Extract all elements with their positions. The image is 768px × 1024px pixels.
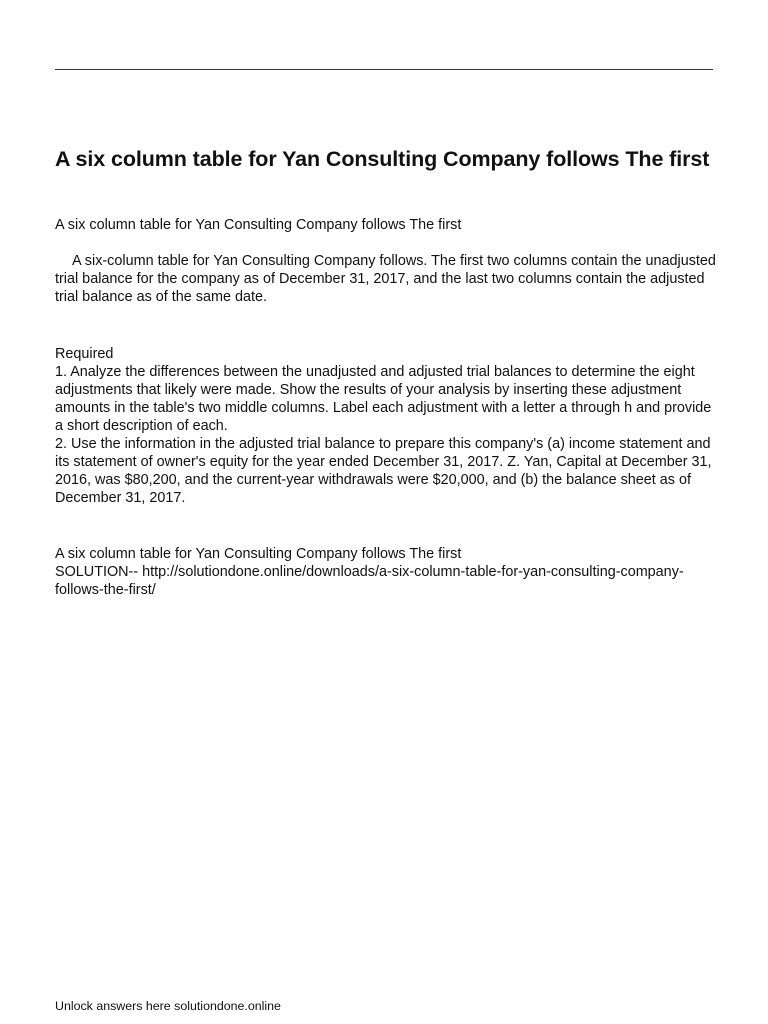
page-subtitle: A six column table for Yan Consulting Company follows The first [55,217,462,233]
solution-title: A six column table for Yan Consulting Company follows The first [55,546,462,562]
footer-text: Unlock answers here solutiondone.online [55,999,281,1013]
required-item-1: 1. Analyze the differences between the unadjusted and adjusted trial balances to determine the eight adjustments that likely were made. Show the results of your analysis by inserting these adjustment amounts in the table's two middle columns. Label each adjustment with a letter a through h and provide a short description of each. [55,364,712,434]
header-divider [55,69,713,70]
required-item-2: 2. Use the information in the adjusted trial balance to prepare this company's (a) income statement and its statement of owner's equity for the year ended December 31, 2017. Z. Yan, Capital at December 31, 2016, was $80,200, and the current-year withdrawals were $20,000, and (b) the balance sheet as of December 31, 2017. [55,436,712,506]
required-heading: Required [55,346,114,362]
required-section [55,345,717,507]
page-title: A six column table for Yan Consulting Company follows The first [55,147,710,171]
solution-section [55,545,717,599]
solution-link[interactable]: SOLUTION-- http://solutiondone.online/downloads/a-six-column-table-for-yan-consulting-company-follows-the-first/ [55,564,684,598]
intro-paragraph: A six-column table for Yan Consulting Company follows. The first two columns contain the unadjusted trial balance for the company as of December 31, 2017, and the last two columns contain the adjusted trial balance as of the same date. [55,253,716,305]
